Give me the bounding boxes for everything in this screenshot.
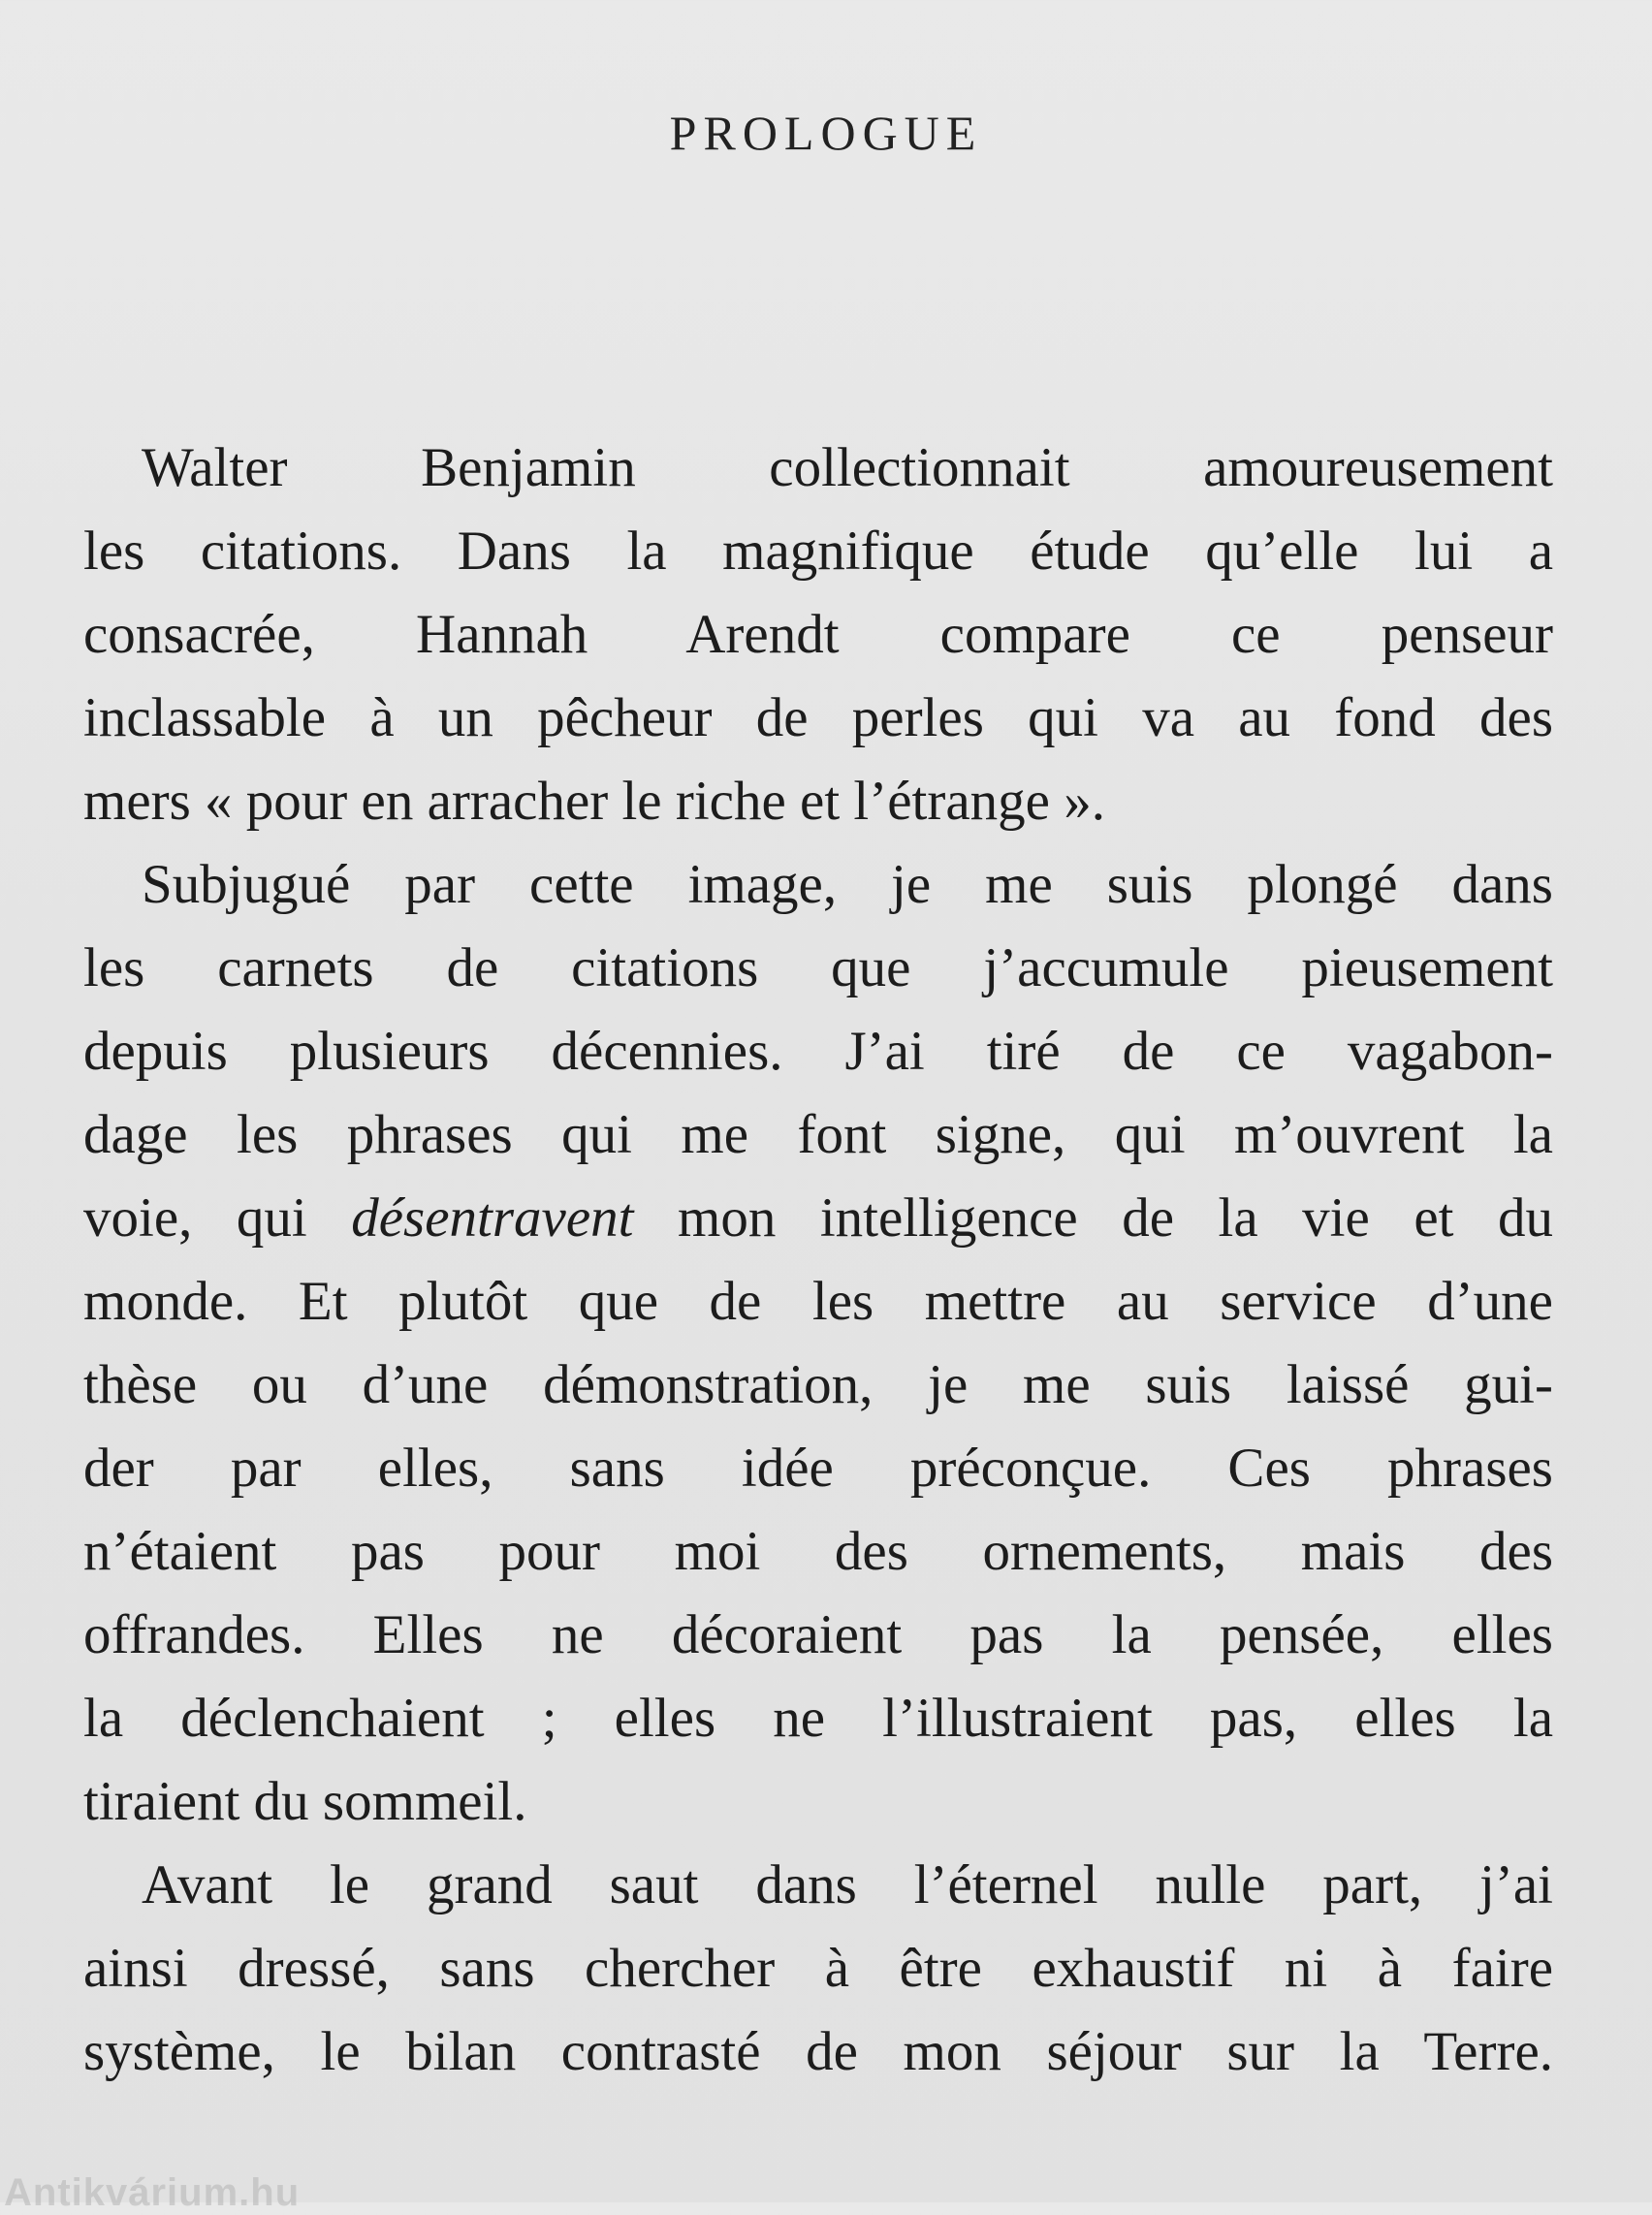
text-line: Subjugué par cette image, je me suis plongé dans (142, 854, 1553, 915)
text-line: monde. Et plutôt que de les mettre au service d’une (83, 1271, 1553, 1332)
text-line (83, 1177, 1553, 1260)
text-line: thèse ou d’une démonstration, je me suis laissé gui- (83, 1354, 1553, 1415)
paragraph (83, 843, 1553, 1844)
text-line: les citations. Dans la magnifique étude qu’elle lui a (83, 521, 1553, 582)
text-line: depuis plusieurs décennies. J’ai tiré de ce vagabon- (83, 1021, 1553, 1082)
text-line: Walter Benjamin collectionnait amoureusement (142, 437, 1553, 498)
text-line: n’étaient pas pour moi des ornements, mais des (83, 1521, 1553, 1582)
text-segment: mon intelligence de la vie et du (633, 1187, 1553, 1249)
chapter-heading: PROLOGUE (669, 106, 983, 160)
text-line: inclassable à un pêcheur de perles qui va au fond des (83, 687, 1553, 748)
text-line: consacrée, Hannah Arendt compare ce penseur (83, 604, 1553, 665)
paragraph (83, 1844, 1553, 2094)
text-line: der par elles, sans idée préconçue. Ces phrases (83, 1438, 1553, 1499)
text-segment: voie, qui (83, 1187, 352, 1249)
text-line: la déclenchaient ; elles ne l’illustraient pas, elles la (83, 1688, 1553, 1749)
watermark: Antikvárium.hu (4, 2171, 301, 2214)
text-line: dage les phrases qui me font signe, qui m’ouvrent la (83, 1104, 1553, 1165)
body-text (83, 427, 1553, 2094)
text-line: système, le bilan contrasté de mon séjour sur la Terre. (83, 2021, 1553, 2082)
text-line: ainsi dressé, sans chercher à être exhaustif ni à faire (83, 1938, 1553, 1999)
text-line: mers « pour en arracher le riche et l’étrange ». (83, 771, 1105, 832)
text-line: offrandes. Elles ne décoraient pas la pensée, elles (83, 1604, 1553, 1665)
paragraph (83, 427, 1553, 843)
text-line: tiraient du sommeil. (83, 1771, 527, 1832)
text-line: les carnets de citations que j’accumule pieusement (83, 937, 1553, 998)
italic-word: désentravent (351, 1187, 634, 1249)
text-line: Avant le grand saut dans l’éternel nulle part, j’ai (142, 1854, 1553, 1915)
